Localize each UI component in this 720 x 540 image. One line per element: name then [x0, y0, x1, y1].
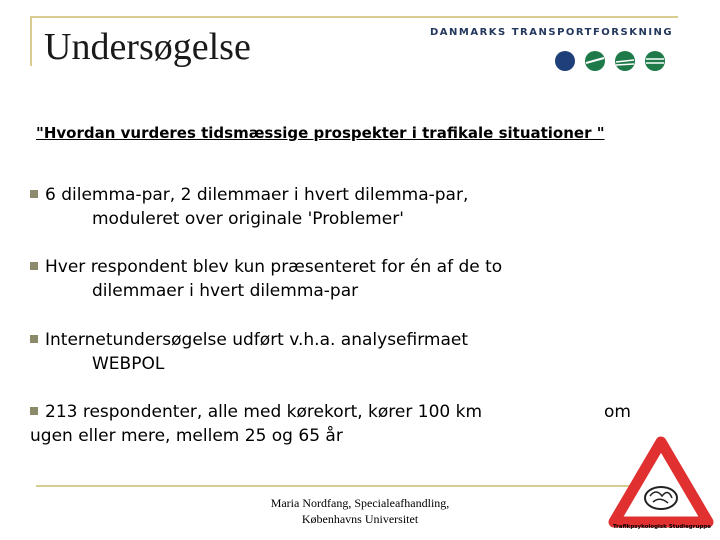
bullet-marker-icon — [30, 190, 38, 198]
bullet-line-2: dilemmaer i hvert dilemma-par — [92, 281, 359, 301]
sign-caption: Trafikpsykologisk Studiegruppe — [613, 524, 711, 530]
logo-text: DANMARKS TRANSPORTFORSKNING — [430, 27, 674, 38]
bullet-line-1: 213 respondenter, alle med kørekort, kører 100 km — [45, 402, 483, 422]
bullet-marker-icon — [30, 407, 38, 415]
bullet-line-2: moduleret over originale 'Problemer' — [92, 209, 404, 229]
footer-line-1: Maria Nordfang, Specialeafhandling, — [270, 496, 450, 510]
frame-bottom-line — [36, 485, 636, 487]
bullet-marker-icon — [30, 262, 38, 270]
bullet-trailing-word: om — [604, 402, 631, 422]
bullet-line-1: Hver respondent blev kun præsenteret for én af de to — [45, 257, 503, 277]
bullet-item — [30, 255, 502, 303]
frame-top-line — [30, 16, 678, 18]
bullet-item — [30, 400, 482, 448]
logo-circle-4 — [645, 51, 665, 71]
footer-line-2: Københavns Universitet — [301, 512, 419, 526]
frame-left-line — [30, 16, 32, 66]
logo-circle-1 — [555, 51, 575, 71]
slide-footer — [250, 495, 470, 527]
bullet-line-1: Internetundersøgelse udført v.h.a. analysefirmaet — [45, 330, 469, 350]
warning-sign-brain-icon — [608, 436, 714, 538]
bullet-item — [30, 183, 468, 231]
bullet-item — [30, 328, 468, 376]
logo-circles-icon — [554, 50, 678, 72]
danmarks-transportforskning-logo — [426, 22, 680, 74]
research-question: "Hvordan vurderes tidsmæssige prospekter i trafikale situationer " — [36, 124, 605, 142]
bullet-line-2: WEBPOL — [92, 354, 165, 374]
slide-title: Undersøgelse — [44, 26, 251, 68]
bullet-line-2: ugen eller mere, mellem 25 og 65 år — [30, 426, 343, 446]
bullet-line-1: 6 dilemma-par, 2 dilemmaer i hvert dilemma-par, — [45, 185, 469, 205]
bullet-marker-icon — [30, 335, 38, 343]
